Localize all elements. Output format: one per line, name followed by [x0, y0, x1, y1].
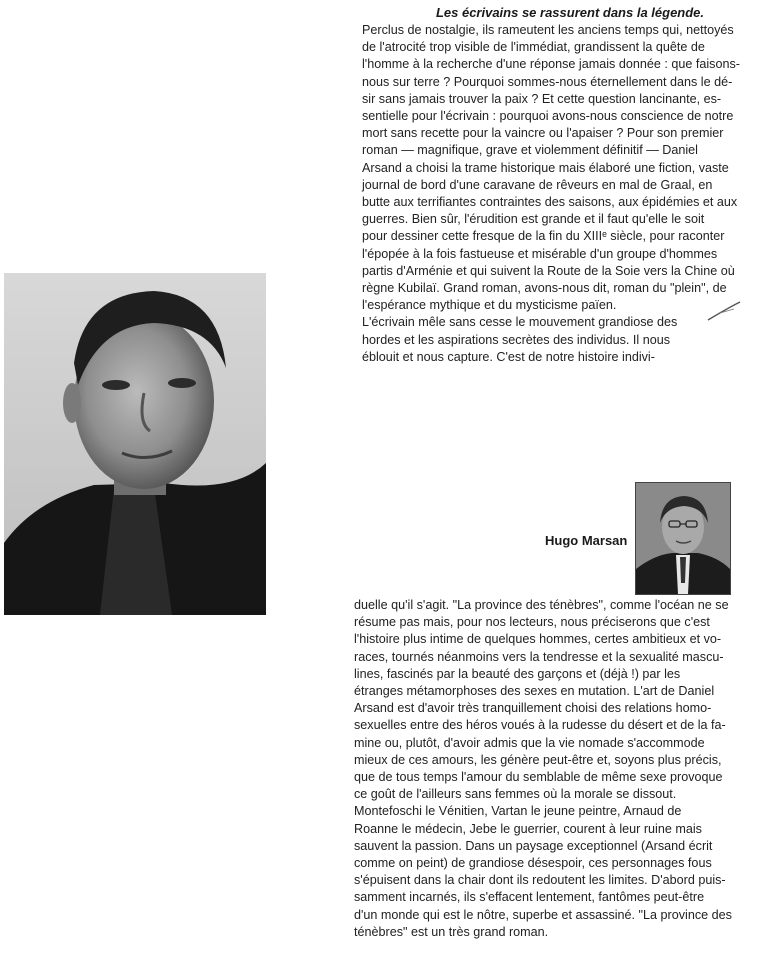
- text-line: guerres. Bien sûr, l'érudition est grande et il faut qu'elle le soit: [362, 212, 705, 227]
- text-line: l'homme à la recherche d'une réponse jamais donnée : que faisons-: [362, 57, 740, 72]
- text-line: règne Kubilaï. Grand roman, avons-nous dit, roman du "plein", de: [362, 281, 727, 296]
- text-line: Arsand est d'avoir très tranquillement choisi des relations homo-: [354, 701, 712, 716]
- text-line: sentielle pour l'écrivain : pourquoi avons-nous conscience de notre: [362, 109, 734, 124]
- text-line: hordes et les aspirations secrètes des individus. Il nous: [362, 332, 671, 347]
- author-photo-daniel-arsand: [4, 273, 266, 615]
- text-line: de l'atrocité trop visible de l'immédiat, grandissent la quête de: [362, 40, 705, 55]
- text-line: Perclus de nostalgie, ils rameutent les anciens temps qui, nettoyés: [362, 23, 734, 37]
- text-line: sir sans jamais trouver la paix ? Et cette question lancinante, es-: [362, 91, 722, 106]
- text-line: étranges métamorphoses des sexes en mutation. L'art de Daniel: [354, 684, 715, 699]
- text-line: mine ou, plutôt, d'avoir admis que la vie nomade s'accommode: [354, 735, 705, 750]
- text-line: que de tous temps l'amour du semblable de même sexe provoque: [354, 770, 723, 785]
- article-column-bottom: [354, 597, 764, 941]
- text-line: ténèbres" est un très grand roman.: [354, 924, 549, 939]
- text-line: nous sur terre ? Pourquoi sommes-nous éternellement dans le dé-: [362, 74, 733, 89]
- text-line: d'un monde qui est le nôtre, superbe et assassiné. "La province des: [354, 907, 732, 922]
- author-name: Hugo Marsan: [545, 533, 628, 548]
- pen-mark: [706, 300, 742, 324]
- text-line: l'histoire plus intime de quelques hommes, certes ambitieux et vo-: [354, 632, 722, 647]
- text-line: lines, fascinés par la beauté des garçons et (déjà !) par les: [354, 666, 681, 681]
- paragraph-intro: [362, 22, 758, 314]
- text-line: Arsand a choisi la trame historique mais élaboré une fiction, vaste: [362, 160, 729, 175]
- text-line: Montefoschi le Vénitien, Vartan le jeune peintre, Arnaud de: [354, 804, 682, 819]
- text-line: L'écrivain mêle sans cesse le mouvement grandiose des: [362, 315, 678, 330]
- paragraph-continued: [354, 597, 764, 941]
- text-line: butte aux terrifiantes contraintes des saisons, aux épidémies et aux: [362, 195, 738, 210]
- paragraph-second: [362, 314, 758, 366]
- text-line: pour dessiner cette fresque de la fin du XIIIᵉ siècle, pour raconter: [362, 229, 725, 244]
- article-column-top: [362, 22, 758, 366]
- text-line: races, tournés néanmoins vers la tendresse et la sexualité mascu-: [354, 649, 724, 664]
- text-line: roman — magnifique, grave et violemment définitif — Daniel: [362, 143, 698, 158]
- text-line: l'épopée à la fois fastueuse et misérable d'un groupe d'hommes: [362, 246, 718, 261]
- article-heading: Les écrivains se rassurent dans la légende.: [435, 5, 705, 20]
- text-line: partis d'Arménie et qui suivent la Route de la Soie vers la Chine où: [362, 263, 735, 278]
- text-line: ce goût de l'ailleurs sans femmes où la morale se dissout.: [354, 787, 677, 802]
- author-photo-hugo-marsan: [635, 482, 731, 595]
- text-line: mort sans recette pour la vaincre ou l'apaiser ? Pour son premier: [362, 126, 724, 141]
- text-line: l'espérance mythique et du mysticisme païen.: [362, 298, 617, 313]
- text-line: comme on peint) de grandiose désespoir, ces personnages fous: [354, 856, 712, 871]
- text-line: duelle qu'il s'agit. "La province des ténèbres", comme l'océan ne se: [354, 598, 729, 612]
- text-line: samment incarnés, ils s'effacent lentement, fantômes peut-être: [354, 890, 705, 905]
- text-line: éblouit et nous capture. C'est de notre histoire indivi-: [362, 349, 655, 364]
- text-line: sexuelles entre des héros voués à la rudesse du désert et de la fa-: [354, 718, 726, 733]
- text-line: résume pas mais, pour nos lecteurs, nous préciserons que c'est: [354, 615, 710, 630]
- text-line: mieux de ces amours, les génère peut-être et, soyons plus précis,: [354, 752, 722, 767]
- text-line: sauvent la passion. Dans un paysage exceptionnel (Arsand écrit: [354, 838, 713, 853]
- text-line: journal de bord d'une caravane de rêveurs en mal de Graal, en: [362, 177, 713, 192]
- text-line: s'épuisent dans la chair dont ils redoutent les limites. D'abord puis-: [354, 873, 726, 888]
- text-line: Roanne le médecin, Jebe le guerrier, courent à leur ruine mais: [354, 821, 702, 836]
